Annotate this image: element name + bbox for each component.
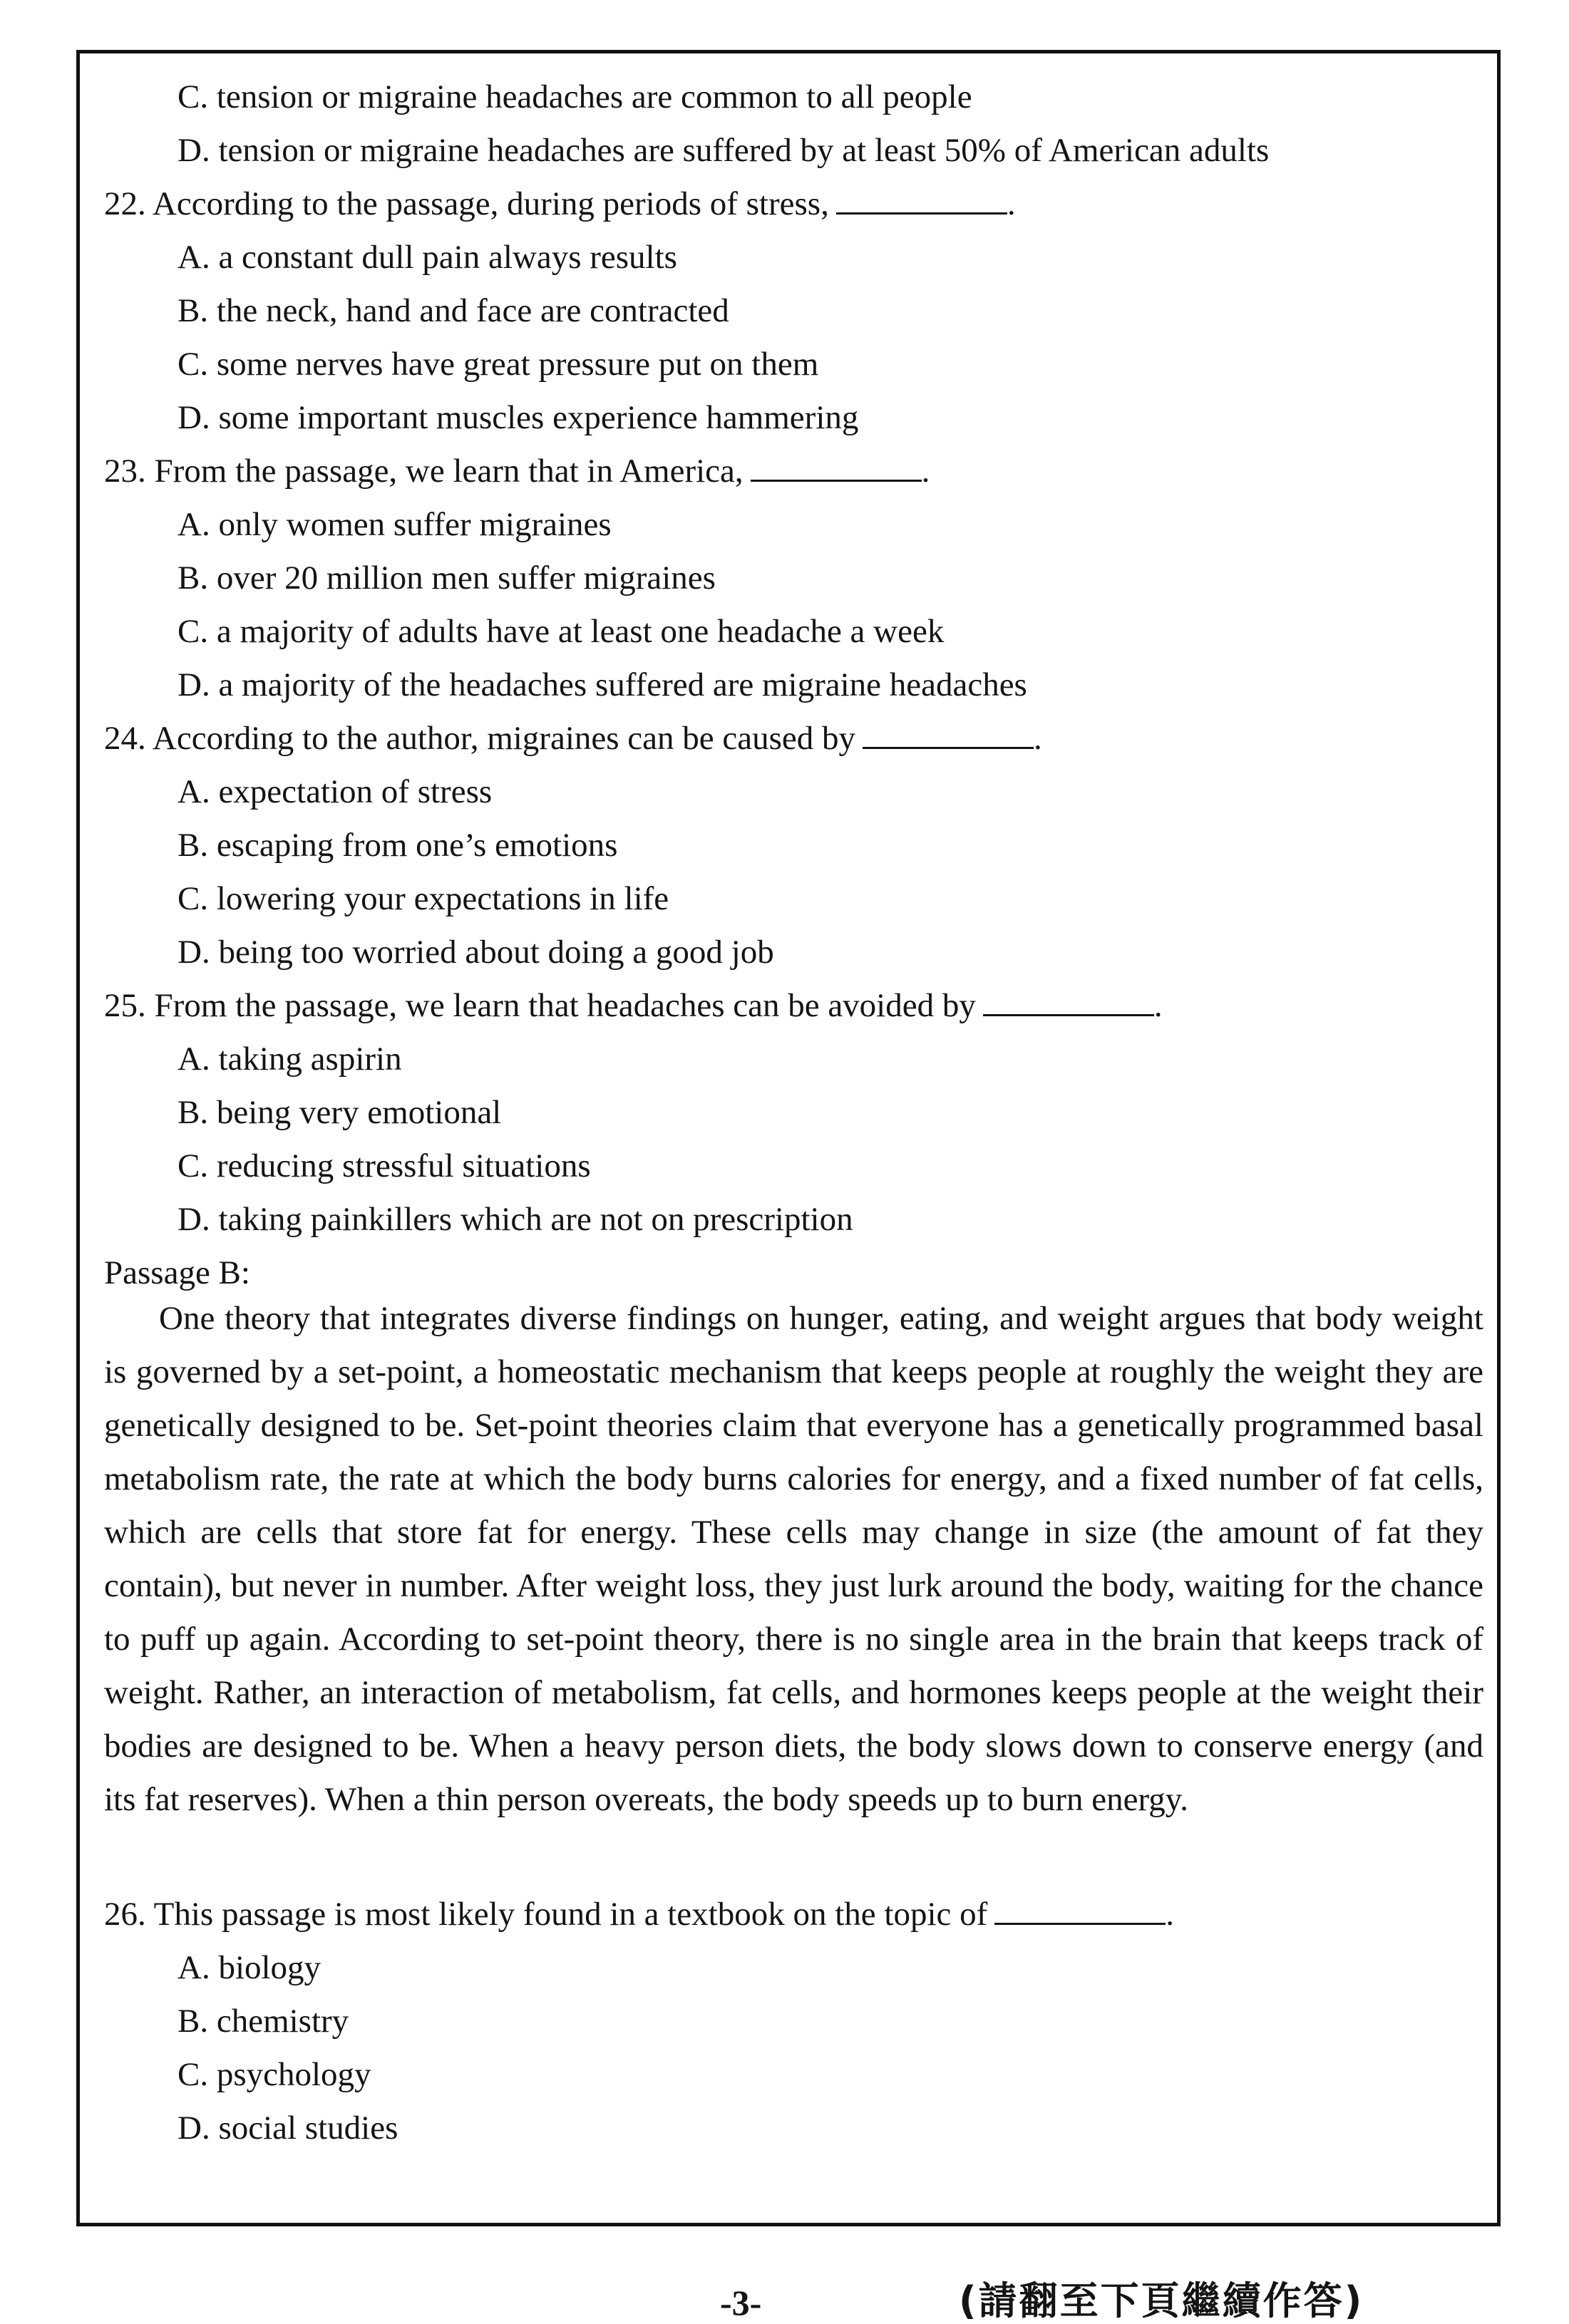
q23-stem bbox=[104, 450, 930, 492]
q23-option-d: D. a majority of the headaches suffered are migraine headaches bbox=[178, 666, 1027, 703]
q22-option-a: A. a constant dull pain always results bbox=[178, 239, 677, 276]
answer-blank bbox=[751, 453, 922, 482]
q22-stem bbox=[104, 182, 1016, 225]
q25-stem bbox=[104, 984, 1163, 1027]
q21-option-c: C. tension or migraine headaches are common to all people bbox=[178, 78, 972, 115]
q22-option-b: B. the neck, hand and face are contracted bbox=[178, 292, 729, 329]
q26-option-c: C. psychology bbox=[178, 2056, 371, 2093]
q22-stem-text: 22. According to the passage, during periods of stress, bbox=[104, 185, 829, 222]
q23-option-a: A. only women suffer migraines bbox=[178, 506, 612, 543]
page-number: -3- bbox=[720, 2283, 762, 2323]
q26-option-a: A. biology bbox=[178, 1949, 321, 1986]
q22-option-c: C. some nerves have great pressure put on them bbox=[178, 346, 819, 383]
q26-option-d: D. social studies bbox=[178, 2109, 398, 2147]
answer-blank bbox=[994, 1896, 1166, 1925]
q22-option-d: D. some important muscles experience hammering bbox=[178, 399, 859, 436]
turn-page-note: (請翻至下頁繼續作答) bbox=[959, 2278, 1364, 2323]
q23-stem-text: 23. From the passage, we learn that in America, bbox=[104, 453, 744, 490]
q24-stem bbox=[104, 717, 1042, 760]
q26-option-b: B. chemistry bbox=[178, 2003, 349, 2040]
q23-option-c: C. a majority of adults have at least one headache a week bbox=[178, 613, 945, 650]
q25-stem-end: . bbox=[1153, 987, 1163, 1024]
q24-option-b: B. escaping from one’s emotions bbox=[178, 827, 618, 864]
q25-option-a: A. taking aspirin bbox=[178, 1040, 402, 1078]
answer-blank bbox=[863, 720, 1034, 749]
q26-stem-end: . bbox=[1166, 1896, 1175, 1933]
q23-stem-end: . bbox=[921, 453, 930, 490]
answer-blank bbox=[836, 185, 1007, 215]
q26-stem-text: 26. This passage is most likely found in a textbook on the topic of bbox=[104, 1896, 988, 1933]
q24-option-a: A. expectation of stress bbox=[178, 773, 493, 810]
q21-option-d: D. tension or migraine headaches are suffered by at least 50% of American adults bbox=[178, 132, 1270, 169]
q24-option-d: D. being too worried about doing a good job bbox=[178, 934, 774, 971]
q23-option-b: B. over 20 million men suffer migraines bbox=[178, 559, 716, 597]
q24-stem-text: 24. According to the author, migraines can be caused by bbox=[104, 720, 855, 757]
passage-b-text: One theory that integrates diverse findings on hunger, eating, and weight argues that body weight is governed by a set-point, a homeostatic mechanism that keeps people at roughly the weight they are genetically designed to be. Set-point theories claim that everyone has a genetically programmed basal metabolism rate, the rate at which the body burns calories for energy, and a fixed number of fat cells, which are cells that store fat for energy. These cells may change in size (the amount of fat they contain), but never in number. After weight loss, they just lurk around the body, waiting for the chance to puff up again. According to set-point theory, there is no single area in the brain that keeps track of weight. Rather, an interaction of metabolism, fat cells, and hormones keeps people at the weight their bodies are designed to be. When a heavy person diets, the body slows down to conserve energy (and its fat reserves). When a thin person overeats, the body speeds up to burn energy. bbox=[104, 1300, 1483, 1818]
answer-blank bbox=[983, 987, 1154, 1016]
q24-stem-end: . bbox=[1034, 720, 1042, 757]
q22-stem-end: . bbox=[1007, 185, 1016, 222]
q25-option-c: C. reducing stressful situations bbox=[178, 1147, 591, 1184]
q24-option-c: C. lowering your expectations in life bbox=[178, 880, 669, 917]
passage-b-label: Passage B: bbox=[104, 1254, 250, 1291]
q25-stem-text: 25. From the passage, we learn that headaches can be avoided by bbox=[104, 987, 976, 1024]
q25-option-b: B. being very emotional bbox=[178, 1094, 502, 1131]
q26-stem bbox=[104, 1893, 1174, 1936]
q25-option-d: D. taking painkillers which are not on prescription bbox=[178, 1201, 853, 1238]
